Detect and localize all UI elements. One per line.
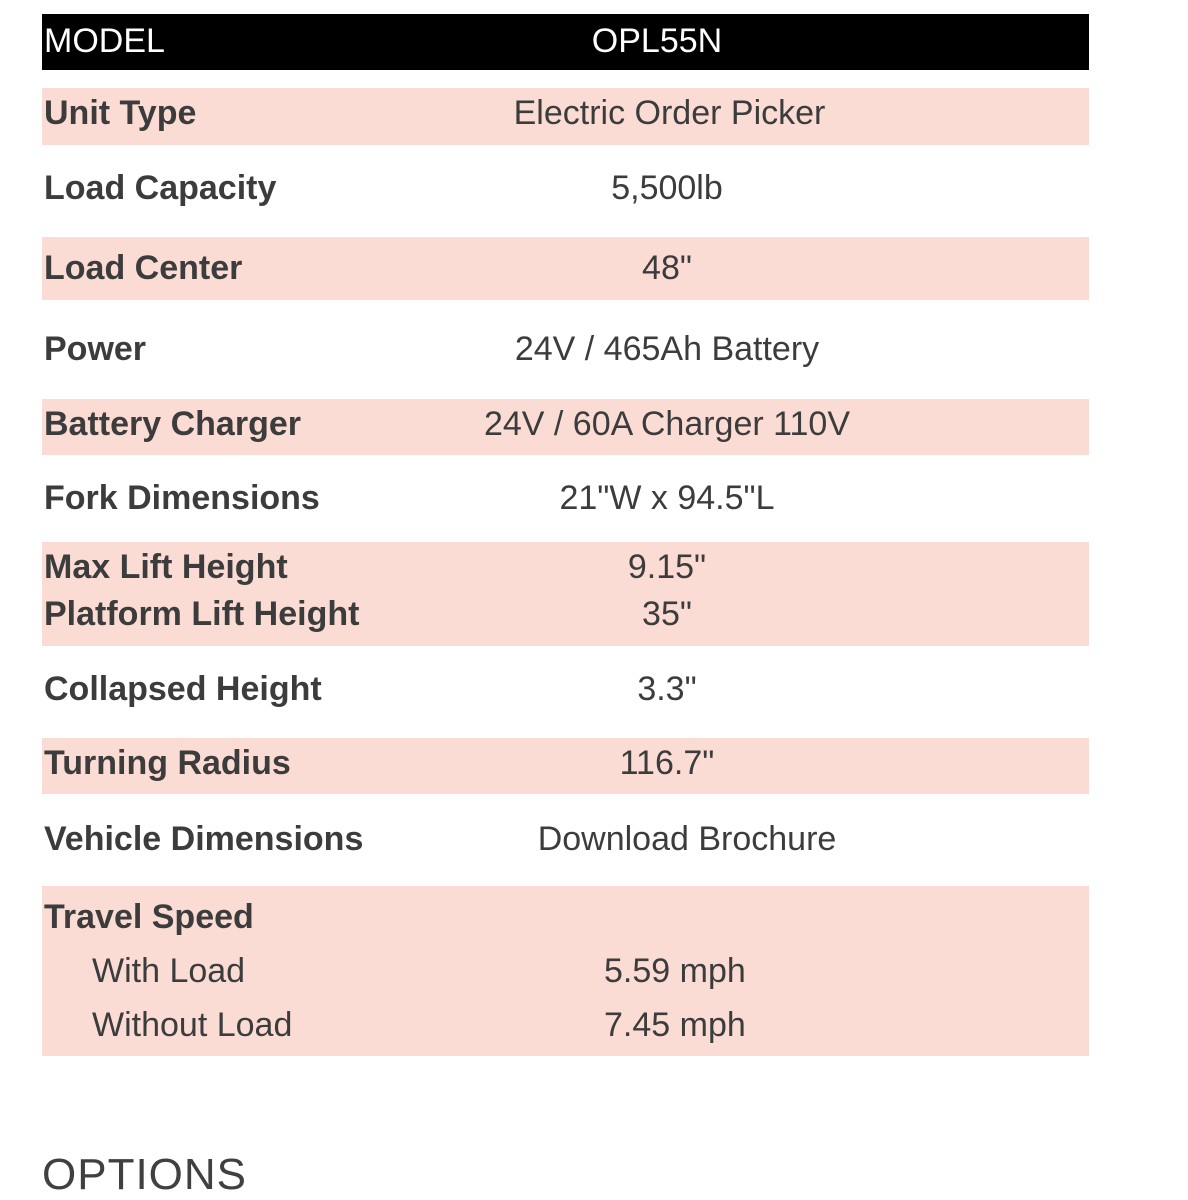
table-row [42, 300, 1089, 399]
header-label: MODEL [44, 22, 165, 60]
row-label: Load Capacity [44, 169, 277, 207]
sub-label: Without Load [92, 1006, 293, 1044]
row-label: Vehicle Dimensions [44, 820, 364, 858]
row-label: Unit Type [44, 94, 197, 132]
row-value: 3.3" [637, 670, 697, 708]
options-heading: OPTIONS [42, 1150, 248, 1199]
row-value: 35" [642, 595, 692, 633]
table-row [42, 646, 1089, 738]
table-row [42, 145, 1089, 237]
table-row [42, 237, 1089, 300]
table-row [42, 738, 1089, 794]
spec-table [42, 14, 1089, 1056]
row-label: Collapsed Height [44, 670, 322, 708]
table-row [42, 794, 1089, 886]
row-label: Turning Radius [44, 744, 291, 782]
row-value: 24V / 465Ah Battery [514, 330, 820, 368]
model-name: OPL55N [591, 22, 723, 60]
sub-label: With Load [92, 952, 246, 990]
table-row [42, 399, 1089, 455]
row-label: Platform Lift Height [44, 595, 360, 633]
row-label: Max Lift Height [44, 548, 288, 586]
row-value: 9.15" [627, 548, 707, 586]
row-value: 24V / 60A Charger 110V [483, 405, 851, 443]
row-label: Travel Speed [44, 898, 254, 936]
row-label: Load Center [44, 249, 243, 287]
row-value: 116.7" [619, 744, 715, 782]
row-value: 21"W x 94.5"L [559, 479, 775, 517]
row-label: Power [44, 330, 147, 368]
table-row [42, 455, 1089, 542]
sub-value: 7.45 mph [604, 1006, 746, 1044]
row-value: 5,500lb [611, 169, 723, 207]
download-brochure-link[interactable]: Download Brochure [537, 820, 837, 858]
travel-speed-row [42, 886, 1089, 1056]
row-label: Battery Charger [44, 405, 301, 443]
row-label: Fork Dimensions [44, 479, 320, 517]
row-value: 48" [642, 249, 692, 287]
table-row [42, 542, 1089, 646]
sub-value: 5.59 mph [604, 952, 746, 990]
table-header [42, 14, 1089, 70]
table-row [42, 88, 1089, 145]
row-value: Electric Order Picker [513, 94, 826, 132]
